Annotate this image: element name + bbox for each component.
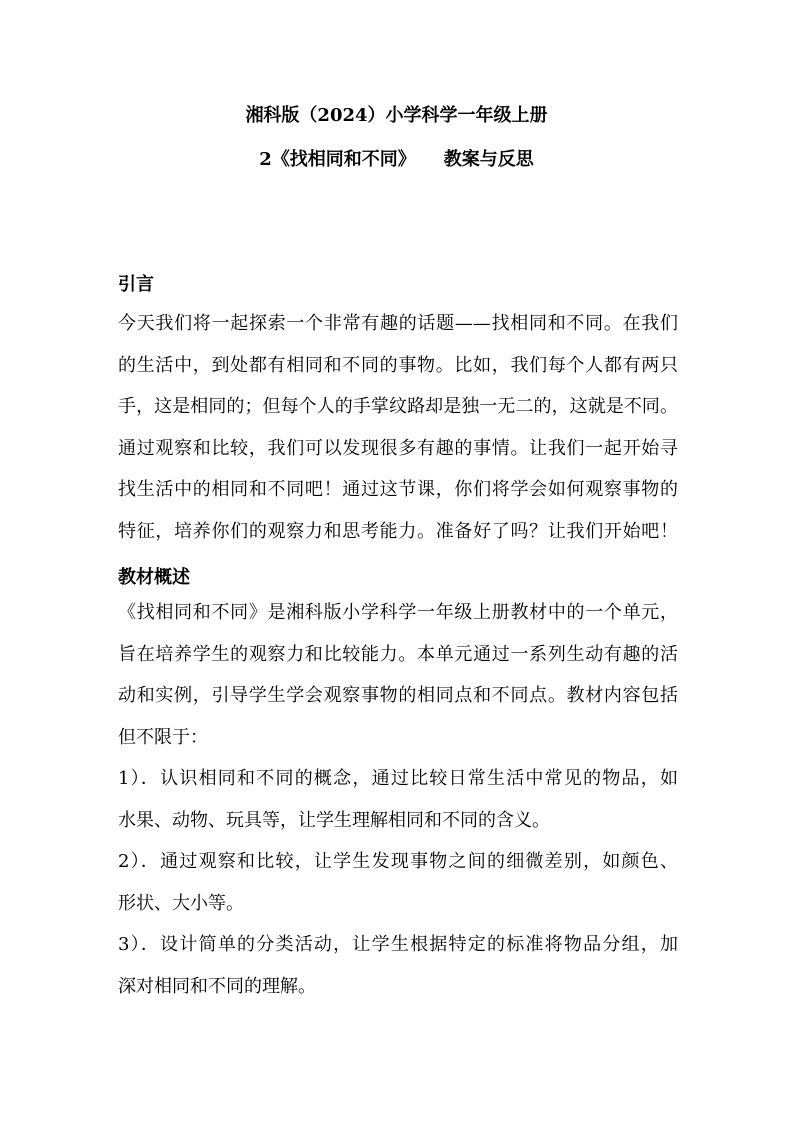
document-subtitle — [0, 148, 793, 172]
list-item-line: 水果、动物、玩具等，让学生理解相同和不同的含义。 — [118, 809, 550, 831]
list-item-line: 2）．通过观察和比较，让学生发现事物之间的细微差别，如颜色、 — [118, 851, 678, 872]
paragraph-line: 找生活中的相同和不同吧！通过这节课，你们将学会如何观察事物的 — [118, 479, 678, 500]
list-item-line: 3）．设计简单的分类活动，让学生根据特定的标准将物品分组，加 — [118, 934, 678, 955]
paragraph-line: 的生活中，到处都有相同和不同的事物。比如，我们每个人都有两只 — [118, 354, 678, 376]
paragraph-line: 动和实例，引导学生学会观察事物的相同点和不同点。教材内容包括 — [118, 685, 678, 706]
intro-heading: 引言 — [118, 274, 154, 295]
overview-paragraph — [118, 601, 678, 1016]
paragraph-line: 《找相同和不同》是湘科版小学科学一年级上册教材中的一个单元， — [118, 602, 678, 623]
paragraph-line: 特征，培养你们的观察力和思考能力。准备好了吗？让我们开始吧！ — [118, 520, 678, 542]
paragraph-line: 但不限于： — [118, 726, 208, 748]
list-item-line: 1）．认识相同和不同的概念，通过比较日常生活中常见的物品，如 — [118, 768, 678, 789]
list-item-line: 深对相同和不同的理解。 — [118, 975, 316, 997]
lesson-title: 2《找相同和不同》 — [259, 149, 416, 170]
paragraph-line: 手，这是相同的；但每个人的手掌纹路却是独一无二的，这就是不同。 — [118, 396, 678, 417]
paragraph-line: 旨在培养学生的观察力和比较能力。本单元通过一系列生动有趣的活 — [118, 643, 678, 665]
intro-paragraph — [118, 312, 678, 561]
paragraph-line: 通过观察和比较，我们可以发现很多有趣的事情。让我们一起开始寻 — [118, 437, 678, 459]
document-title: 湘科版（2024）小学科学一年级上册 — [245, 105, 548, 126]
paragraph-line: 今天我们将一起探索一个非常有趣的话题——找相同和不同。在我们 — [118, 313, 678, 334]
overview-heading: 教材概述 — [118, 567, 190, 588]
list-item-line: 形状、大小等。 — [118, 892, 244, 914]
lesson-type: 教案与反思 — [443, 149, 534, 170]
